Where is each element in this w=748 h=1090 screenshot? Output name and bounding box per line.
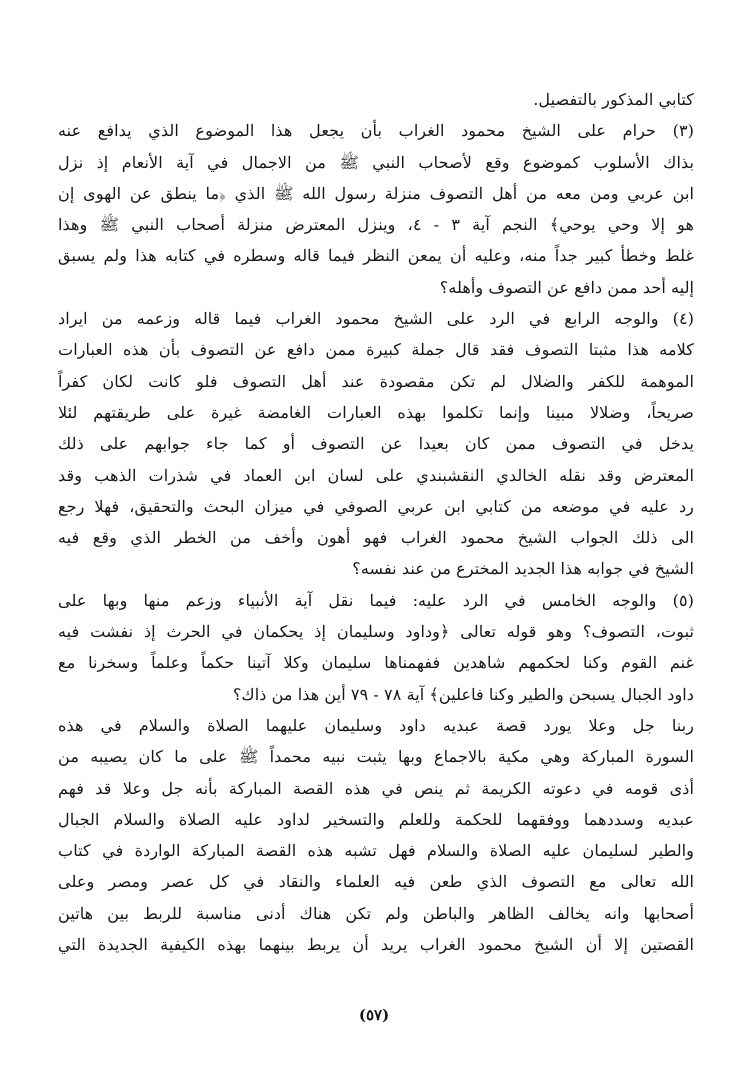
page-number: (٥٧) [358, 1006, 390, 1024]
paragraph [58, 710, 694, 960]
text-line: (٥) والوجه الخامس في الرد عليه: فيما نقل آية الأنبياء وزعم منها وبها على [58, 590, 694, 610]
text-line: صريحاً، وضلالا مبينا وإنما تكلموا بهذه العبارات الغامضة غيرة على طريقتهم لئلا [58, 402, 694, 422]
text-line: ثبوت، التصوف؟ وهو قوله تعالى ﴿وداود وسليمان إذ يحكمان في الحرث إذ نفشت فيه [58, 622, 694, 642]
page-body [58, 84, 694, 960]
text-line: المعترض وقد نقله الخالدي النقشبندي على لسان ابن العماد في شذرات الذهب وقد [58, 465, 694, 485]
text-line: ربنا جل وعلا يورد قصة عبديه داود وسليمان عليهما الصلاة والسلام في هذه [58, 715, 694, 735]
text-line: الى ذلك الجواب الشيخ محمود الغراب فهو أهون وأخف من الخطر الذي وقع فيه [58, 528, 694, 548]
text-line: (٤) والوجه الرابع في الرد على الشيخ محمود الغراب فيما قاله وزعمه من ايراد [58, 309, 694, 329]
paragraph [58, 303, 694, 585]
text-line: رد عليه في موضعه من كتابي ابن عربي الصوفي في ميزان البحث والتحقيق، فهلا رجع [58, 496, 694, 516]
text-line: عبديه وسددهما ووفقهما للحكمة وللعلم والتسخير لداود عليه الصلاة والسلام الجبال [58, 809, 694, 829]
text-line: هو إلا وحي يوحي﴾ النجم آية ٣ - ٤، وينزل المعترض منزلة أصحاب النبي ﷺ وهذا [58, 215, 694, 235]
text-line: كتابي المذكور بالتفصيل. [533, 90, 694, 109]
text-line: الموهمة للكفر والضلال لم تكن مقصودة عند أهل التصوف فلو كانت لكان كفراً [58, 371, 694, 391]
text-line: أذى قومه في دعوته الكريمة ثم ينص في هذه القصة المباركة بأنه جل وعلا قد فهم [58, 778, 694, 798]
paragraph [58, 115, 694, 303]
text-line: غنم القوم وكنا لحكمهم شاهدين ففهمناها سليمان وكلا آتينا حكماً وعلماً وسخرنا مع [58, 653, 694, 673]
text-line: الشيخ في جوابه هذا الجديد المخترع من عند نفسه؟ [352, 559, 694, 579]
paragraph [58, 585, 694, 710]
text-line: القصتين إلا أن الشيخ محمود الغراب يريد أن يربط بينهما بهذه الكيفية الجديدة التي [58, 935, 694, 955]
text-line: والطير لسليمان عليه الصلاة والسلام فهل تشبه هذه القصة المباركة الواردة في كتاب [58, 841, 694, 861]
text-line: إليه أحد ممن دافع عن التصوف وأهله؟ [439, 277, 694, 297]
text-line: أصحابها وانه يخالف الظاهر والباطن ولم تكن هناك أدنى مناسبة للربط بين هاتين [58, 903, 694, 923]
paragraph [58, 84, 694, 115]
text-line: ابن عربي ومن معه من أهل التصوف منزلة رسول الله ﷺ الذي ﴿ما ينطق عن الهوى إن [58, 183, 694, 203]
text-line: (٣) حرام على الشيخ محمود الغراب بأن يجعل هذا الموضوع الذي يدافع عنه [58, 121, 694, 141]
text-line: غلط وخطأ كبير جداً منه، وعليه أن يمعن النظر فيما قاله وسطره في كتابه هذا ولم يسبق [58, 246, 694, 266]
text-line: السورة المباركة وهي مكية بالاجماع وبها يثبت نبيه محمداً ﷺ على ما كان يصيبه من [58, 747, 694, 767]
text-line: بذاك الأسلوب كموضوع وقع لأصحاب النبي ﷺ من الاجمال في آية الأنعام إذ نزل [58, 152, 694, 172]
text-line: داود الجبال يسبحن والطير وكنا فاعلين﴾ آية ٧٨ - ٧٩ أين هذا من ذاك؟ [232, 684, 694, 704]
text-line: يدخل في التصوف ممن كان بعيدا عن التصوف أو كما جاء جوابهم على ذلك [58, 434, 694, 454]
text-line: الله تعالى مع التصوف الذي طعن فيه العلماء والنقاد في كل عصر ومصر وعلى [58, 872, 694, 892]
text-line: كلامه هذا مثبتا التصوف فقد قال جملة كبيرة ممن دافع عن التصوف بأن هذه العبارات [58, 340, 694, 360]
